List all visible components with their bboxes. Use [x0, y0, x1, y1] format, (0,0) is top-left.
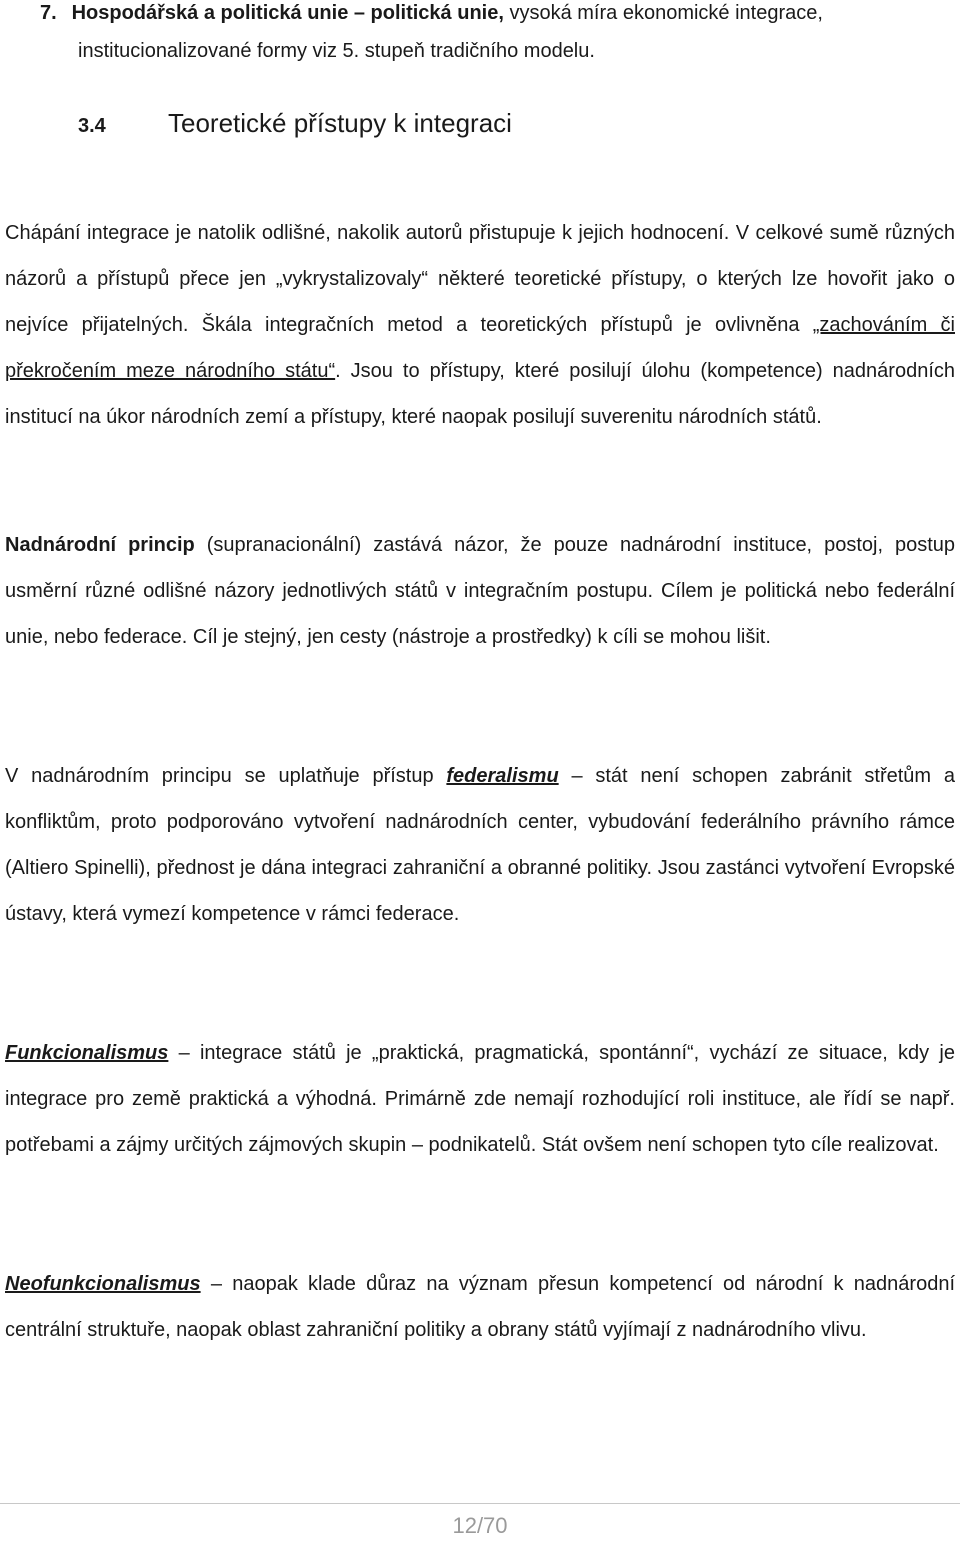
- list-item-number: 7.: [40, 2, 57, 24]
- list-item-7: [40, 0, 955, 74]
- section-title: Teoretické přístupy k integraci: [168, 108, 512, 138]
- list-item-title: Hospodářská a politická unie – politická unie,: [71, 2, 504, 24]
- term-supranational: Nadnárodní princip: [5, 534, 195, 556]
- paragraph-functionalism: [5, 1030, 955, 1168]
- term-federalism: federalismu: [446, 765, 559, 787]
- paragraph-text: – integrace států je „praktická, pragmatická, spontánní“, vychází ze situace, kdy je integrace pro země praktická a výhodná. Primárně zde nemají rozhodující roli instituce, ale řídí se např. potřebami a zájmy určitých zájmových skupin – podnikatelů. Stát ovšem není schopen tyto cíle realizovat.: [5, 1042, 955, 1156]
- paragraph-supranational: [5, 522, 955, 660]
- paragraph-intro: [5, 210, 955, 440]
- underlined-phrase: „zachováním či překročením meze národního státu“: [5, 314, 955, 382]
- paragraph-text: (supranacionální) zastává názor, že pouze nadnárodní instituce, postoj, postup usměrní různé odlišné názory jednotlivých států v integračním postupu. Cílem je politická nebo federální unie, nebo federace. Cíl je stejný, jen cesty (nástroje a prostředky) k cíli se mohou lišit.: [5, 534, 956, 648]
- term-neofunctionalism: Neofunkcionalismus: [5, 1273, 201, 1295]
- list-item-text: vysoká míra ekonomické integrace,: [503, 2, 823, 24]
- paragraph-text: – naopak klade důraz na význam přesun kompetencí od národní k nadnárodní centrální struktuře, naopak oblast zahraniční politiky a obrany států vyjímají z nadnárodního vlivu.: [5, 1273, 955, 1341]
- term-functionalism: Funkcionalismus: [5, 1042, 169, 1064]
- section-number: 3.4: [78, 115, 106, 137]
- section-heading: [78, 108, 512, 139]
- list-item-continuation: institucionalizované formy viz 5. stupeň tradičního modelu.: [78, 40, 595, 62]
- paragraph-text: Chápání integrace je natolik odlišné, nakolik autorů přistupuje k jejich hodnocení. V celkové sumě různých názorů a přístupů přece jen „vykrystalizovaly“ některé teoretické přístupy, o kterých lze hovořit jako o nejvíce přijatelných. Škála integračních metod a teoretických přístupů je ovlivněna: [5, 222, 955, 336]
- paragraph-text: – stát není schopen zabránit střetům a konfliktům, proto podporováno vytvoření nadnárodních center, vybudování federálního právního rámce (Altiero Spinelli), přednost je dána integraci zahraniční a obranné politiky. Jsou zastánci vytvoření Evropské ústavy, která vymezí kompetence v rámci federace.: [5, 765, 955, 925]
- footer-divider: [0, 1503, 960, 1504]
- paragraph-neofunctionalism: [5, 1261, 955, 1353]
- page-number: 12/70: [452, 1513, 508, 1538]
- paragraph-text: . Jsou to přístupy, které posilují úlohu (kompetence) nadnárodních institucí na úkor národních zemí a přístupy, které naopak posilují suverenitu národních států.: [5, 360, 956, 428]
- paragraph-text: V nadnárodním principu se uplatňuje přístup: [5, 765, 447, 787]
- paragraph-federalism: [5, 753, 955, 937]
